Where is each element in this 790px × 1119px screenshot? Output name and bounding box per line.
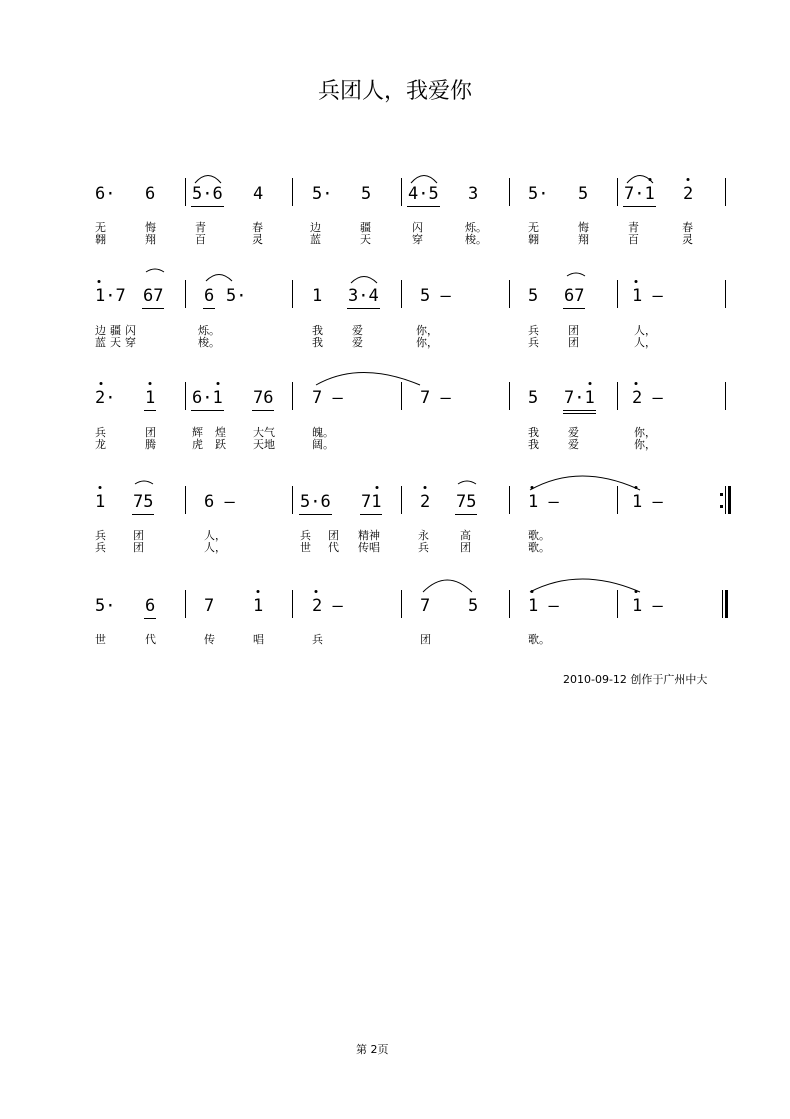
note: 7 — [204, 596, 215, 616]
lyric: 悔 — [145, 221, 156, 234]
note: 5· — [95, 596, 116, 616]
note: 7·1 — [564, 388, 595, 408]
note: 75 — [456, 492, 476, 512]
note: 5·6 — [192, 184, 223, 204]
lyric: 兵 — [95, 529, 106, 542]
note: 4 — [253, 184, 264, 204]
lyric: 天 — [110, 336, 121, 349]
barline — [401, 486, 402, 514]
barline — [617, 590, 618, 618]
lyric: 烁。 — [465, 221, 487, 234]
barline — [401, 280, 402, 308]
lyric: 兵 — [95, 426, 106, 439]
note: 6· — [95, 184, 116, 204]
lyric: 跃 — [215, 438, 226, 451]
lyric: 天地 — [253, 438, 275, 451]
slur — [146, 269, 164, 272]
lyric: 辉 — [192, 426, 203, 439]
lyric: 百 — [628, 233, 639, 246]
barline — [185, 382, 186, 410]
lyric: 虎 — [192, 438, 203, 451]
lyric: 兵 — [312, 633, 323, 646]
lyric: 世 — [300, 541, 311, 554]
note: 2· — [95, 388, 115, 408]
lyric: 人， — [204, 529, 226, 542]
barline — [617, 382, 618, 410]
lyric: 梭。 — [465, 233, 487, 246]
note: 1 – — [632, 492, 663, 512]
barline — [617, 486, 618, 514]
barline — [401, 590, 402, 618]
lyric: 我 — [312, 336, 323, 349]
lyric: 翔 — [145, 233, 156, 246]
lyric: 人， — [204, 541, 226, 554]
lyric: 闪 — [412, 221, 423, 234]
note: 2 – — [632, 388, 663, 408]
slur — [135, 481, 153, 484]
lyric: 悔 — [578, 221, 589, 234]
note: 6 — [145, 184, 156, 204]
barline — [401, 382, 402, 410]
note: 6 — [145, 596, 155, 616]
lyric: 春 — [252, 221, 263, 234]
lyric: 天 — [360, 233, 371, 246]
barline — [292, 486, 293, 514]
tie — [530, 476, 640, 490]
repeat-dot-top — [720, 493, 723, 496]
lyric: 蓝 — [310, 233, 321, 246]
barline — [725, 486, 726, 514]
note: 5 — [528, 388, 539, 408]
lyric: 兵 — [528, 336, 539, 349]
note: 2 — [683, 184, 693, 204]
barline — [292, 382, 293, 410]
note: 5· — [528, 184, 549, 204]
lyric: 爱 — [352, 324, 363, 337]
lyric: 兵 — [95, 541, 106, 554]
barline — [292, 178, 293, 206]
lyric: 世 — [95, 633, 106, 646]
slur — [195, 176, 221, 184]
note: 6 – — [204, 492, 235, 512]
barline — [292, 280, 293, 308]
tie — [316, 373, 420, 386]
lyric: 兵 — [300, 529, 311, 542]
lyric: 爱 — [568, 426, 579, 439]
barline — [292, 590, 293, 618]
slur — [351, 277, 377, 284]
barline — [617, 178, 618, 206]
slur — [411, 176, 437, 184]
note: 7 – — [312, 388, 343, 408]
lyric: 穿 — [412, 233, 423, 246]
lyric: 大气 — [253, 426, 275, 439]
note: 1 — [95, 492, 105, 512]
page-number: 第 2页 — [356, 1043, 389, 1056]
lyric: 翱 — [528, 233, 539, 246]
lyric: 灵 — [252, 233, 263, 246]
note: 7 – — [420, 388, 451, 408]
note: 6·1 — [192, 388, 223, 408]
lyric: 疆 — [110, 324, 121, 337]
lyric: 高 — [460, 529, 471, 542]
lyric: 魄。 — [312, 426, 334, 439]
lyric: 腾 — [145, 438, 156, 451]
barline — [509, 590, 510, 618]
barline — [185, 486, 186, 514]
lyric: 团 — [133, 541, 144, 554]
lyric: 唱 — [253, 633, 264, 646]
barline — [185, 178, 186, 206]
note: 67 — [564, 286, 584, 306]
slur — [567, 273, 585, 276]
lyric: 闪 — [125, 324, 136, 337]
lyric: 烁。 — [198, 324, 220, 337]
barline — [185, 590, 186, 618]
lyric: 阔。 — [312, 438, 334, 451]
barline — [617, 280, 618, 308]
lyric: 爱 — [568, 438, 579, 451]
lyric: 边 — [310, 221, 321, 234]
barline — [725, 382, 726, 410]
lyric: 团 — [420, 633, 431, 646]
note: 5·6 — [300, 492, 331, 512]
lyric: 你， — [634, 438, 656, 451]
note: 7 — [420, 596, 431, 616]
barline — [509, 280, 510, 308]
note: 2 – — [312, 596, 343, 616]
note: 76 — [253, 388, 273, 408]
barline — [509, 178, 510, 206]
lyric: 龙 — [95, 438, 106, 451]
note: 1 – — [632, 286, 663, 306]
lyric: 爱 — [352, 336, 363, 349]
lyric: 穿 — [125, 336, 136, 349]
note: 6 — [204, 286, 214, 306]
lyric: 代 — [145, 633, 156, 646]
lyric: 团 — [328, 529, 339, 542]
lyric: 边 — [95, 324, 106, 337]
lyric: 青 — [628, 221, 639, 234]
note: 5 – — [420, 286, 451, 306]
note: 3 — [468, 184, 479, 204]
note: 5 — [361, 184, 372, 204]
barline — [401, 178, 402, 206]
lyric: 无 — [95, 221, 106, 234]
note: 5 — [578, 184, 589, 204]
lyric: 我 — [528, 438, 539, 451]
note: 2 — [420, 492, 430, 512]
lyric: 精神 — [358, 529, 380, 542]
lyric: 歌。 — [528, 529, 550, 542]
lyric: 梭。 — [198, 336, 220, 349]
note: 75 — [133, 492, 153, 512]
repeat-dot-bottom — [720, 505, 723, 508]
barline-final — [725, 590, 728, 618]
lyric: 你， — [416, 336, 438, 349]
lyric: 歌。 — [528, 633, 550, 646]
lyric: 我 — [528, 426, 539, 439]
lyric: 团 — [568, 336, 579, 349]
slur — [423, 580, 472, 592]
slur — [458, 481, 476, 484]
lyric: 翱 — [95, 233, 106, 246]
note: 5· — [226, 286, 247, 306]
note: 7·1 — [624, 184, 655, 204]
note: 1 – — [528, 596, 559, 616]
tie — [530, 579, 640, 592]
lyric: 百 — [195, 233, 206, 246]
barline — [509, 486, 510, 514]
lyric: 你， — [634, 426, 656, 439]
lyric: 团 — [145, 426, 156, 439]
lyric: 人， — [634, 324, 656, 337]
slur — [206, 275, 232, 282]
note: 1 — [145, 388, 155, 408]
lyric: 无 — [528, 221, 539, 234]
note: 4·5 — [408, 184, 439, 204]
note: 1 — [253, 596, 263, 616]
note: 5 — [528, 286, 539, 306]
barline — [509, 382, 510, 410]
note: 3·4 — [348, 286, 379, 306]
barline — [722, 590, 723, 618]
song-title: 兵团人，我爱你 — [317, 79, 472, 104]
lyric: 代 — [328, 541, 339, 554]
date-note: 2010-09-12 创作于广州中大 — [563, 673, 708, 686]
note: 1·7 — [95, 286, 126, 306]
lyric: 翔 — [578, 233, 589, 246]
note: 5· — [312, 184, 333, 204]
lyric: 兵 — [418, 541, 429, 554]
lyric: 永 — [418, 529, 429, 542]
barline — [185, 280, 186, 308]
lyric: 疆 — [360, 221, 371, 234]
lyric: 兵 — [528, 324, 539, 337]
lyric: 青 — [195, 221, 206, 234]
lyric: 传 — [204, 633, 215, 646]
lyric: 煌 — [215, 426, 226, 439]
lyric: 你， — [416, 324, 438, 337]
barline — [725, 178, 726, 206]
lyric: 春 — [682, 221, 693, 234]
note: 1 – — [632, 596, 663, 616]
lyric: 团 — [133, 529, 144, 542]
note: 5 — [468, 596, 479, 616]
lyric: 我 — [312, 324, 323, 337]
note: 1 – — [528, 492, 559, 512]
lyric: 蓝 — [95, 336, 106, 349]
note: 67 — [143, 286, 163, 306]
lyric: 灵 — [682, 233, 693, 246]
lyric: 歌。 — [528, 541, 550, 554]
note: 71 — [361, 492, 381, 512]
barline — [725, 280, 726, 308]
lyric: 传唱 — [358, 541, 380, 554]
note: 1 — [312, 286, 323, 306]
lyric: 人， — [634, 336, 656, 349]
barline-final — [728, 486, 731, 514]
lyric: 团 — [460, 541, 471, 554]
lyric: 团 — [568, 324, 579, 337]
